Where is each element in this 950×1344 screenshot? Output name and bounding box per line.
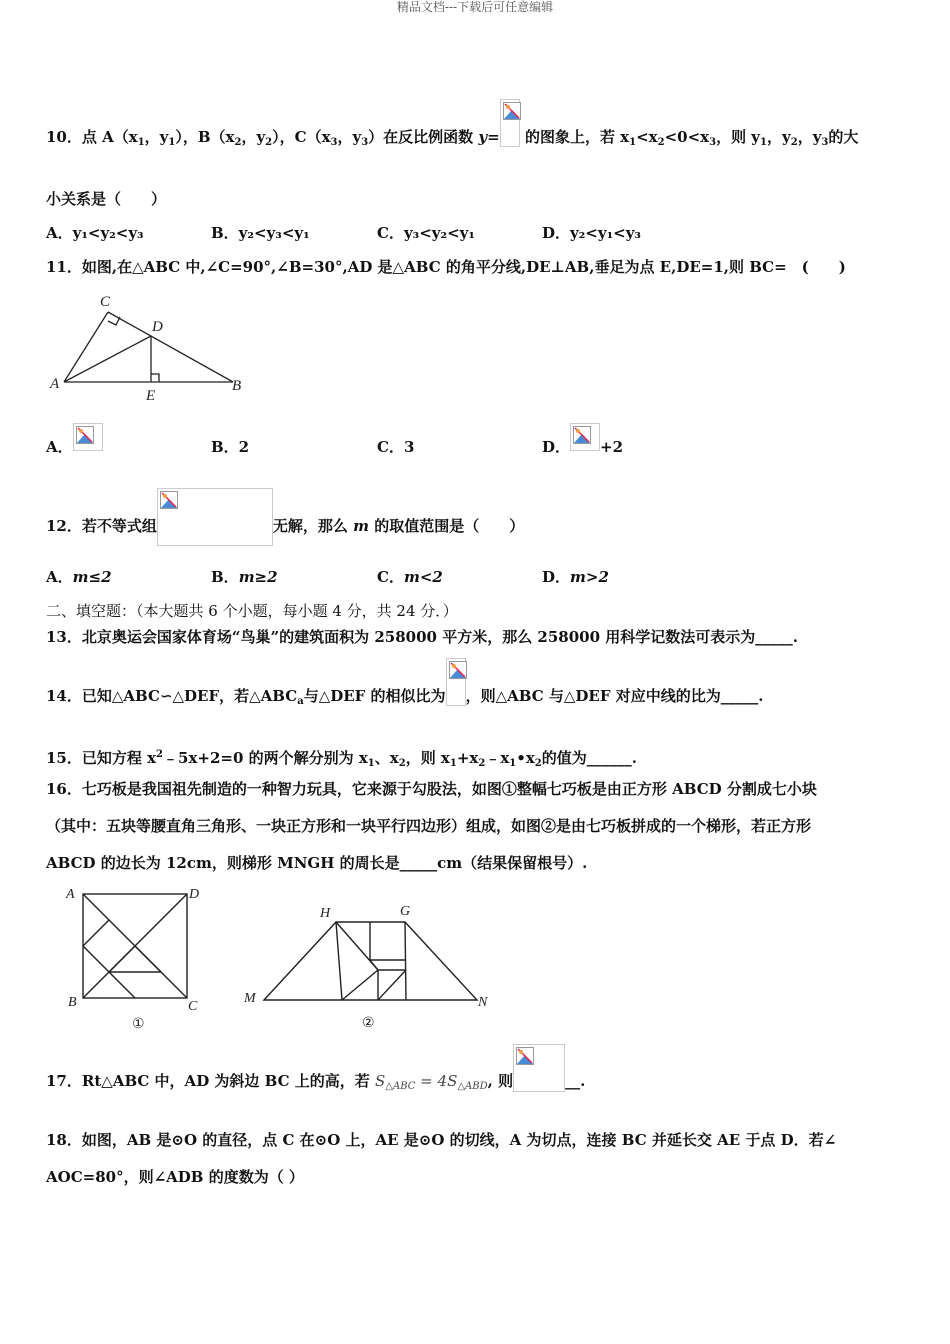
fig1-caption: ① xyxy=(132,1016,145,1032)
question-15: 15．已知方程 $x^2﹣5x+2=0$ 的两个解分别为 $x_1$、$x_2$，则 $x_1+x_2﹣x_1•x_2$的值为______. xyxy=(46,749,637,769)
q12-option-a: A．m≤2 xyxy=(46,568,112,586)
q11-option-b: B．2 xyxy=(211,438,250,456)
question-10-line2: 小关系是（ ） xyxy=(46,190,167,208)
q12-option-d: D．m>2 xyxy=(542,568,609,586)
question-17: 17．Rt△ABC 中，AD 为斜边 BC 上的高，若 $S_{\triangle ABC} = 4S_{\triangle ABD}$, 则 __. xyxy=(46,1071,585,1097)
q11-triangle-figure xyxy=(46,290,256,405)
broken-image-icon xyxy=(446,658,466,706)
q10-option-d: D．y₂<y₁<y₃ xyxy=(542,224,642,242)
q10-option-b: B．y₂<y₃<y₁ xyxy=(211,224,310,242)
tangram-square-figure xyxy=(60,884,220,1034)
broken-image-icon xyxy=(513,1044,565,1092)
fig1-label-c: C xyxy=(188,999,198,1014)
label-b: B xyxy=(232,378,242,394)
label-a: A xyxy=(50,376,60,392)
broken-image-icon xyxy=(157,488,273,546)
q10-option-a: A．y₁<y₂<y₃ xyxy=(46,224,144,242)
section-2-heading: 二、填空题：（本大题共 6 个小题，每小题 4 分，共 24 分．） xyxy=(46,602,458,620)
question-16-line2: （其中：五块等腰直角三角形、一块正方形和一块平行四边形）组成，如图②是由七巧板拼成的一个梯形，若正方形 xyxy=(46,817,812,835)
fig1-label-a: A xyxy=(66,887,75,902)
question-16-line3: ABCD 的边长为 12cm，则梯形 MNGH 的周长是_____cm（结果保留根号）. xyxy=(46,854,588,872)
q12-option-c: C．m<2 xyxy=(377,568,443,586)
broken-image-icon xyxy=(73,423,103,451)
label-d: D xyxy=(152,319,163,335)
fig2-label-m: M xyxy=(244,991,256,1006)
q12-option-b: B．m≥2 xyxy=(211,568,278,586)
fig1-label-d: D xyxy=(189,887,200,902)
page-header: 精品文档---下载后可任意编辑 xyxy=(396,0,554,14)
area-formula: $S_{\triangle ABC} = 4S_{\triangle ABD}$ xyxy=(375,1072,488,1092)
fig2-label-g: G xyxy=(400,904,411,919)
q11-option-c: C．3 xyxy=(377,438,415,456)
q11-option-d: D． +2 xyxy=(542,437,623,457)
fig2-caption: ② xyxy=(362,1015,375,1031)
question-12: 12．若不等式组 无解，那么 m 的取值范围是（ ） xyxy=(46,508,524,546)
fig1-label-b: B xyxy=(68,995,77,1010)
question-13: 13．北京奥运会国家体育场“鸟巢”的建筑面积为 258000 平方米，那么 258000 用科学记数法可表示为_____. xyxy=(46,628,798,646)
broken-image-icon xyxy=(570,423,600,451)
fig2-label-h: H xyxy=(320,906,331,921)
label-e: E xyxy=(146,388,156,404)
label-c: C xyxy=(100,294,111,310)
question-11: 11．如图,在△ABC 中,∠C=90°,∠B=30°,AD 是△ABC 的角平分线,DE⊥AB,垂足为点 E,DE=1,则 BC= ( ) xyxy=(46,258,846,276)
question-18-line1: 18．如图，AB 是⊙O 的直径，点 C 在⊙O 上，AE 是⊙O 的切线，A 为切点，连接 BC 并延长交 AE 于点 D．若∠ xyxy=(46,1131,837,1149)
question-10: 10．点 $A(x_1$，$y_1$），$B(x_2$，$y_2$），$C(x_3$，$y_3$）在反比例函数 y= 的图象上，若 $x_1<x_2<0<x_3$，则 $y_1$，$y_2$，$y_3$的大 xyxy=(46,127,858,153)
tangram-trapezoid-figure xyxy=(238,900,498,1034)
question-16-line1: 16．七巧板是我国祖先制造的一种智力玩具，它来源于勾股法，如图①整幅七巧板是由正方形 ABCD 分割成七小块 xyxy=(46,780,817,798)
broken-image-icon xyxy=(500,99,520,147)
q10-option-c: C．y₃<y₂<y₁ xyxy=(377,224,475,242)
fig2-label-n: N xyxy=(478,995,488,1010)
q11-option-a: A． xyxy=(46,437,103,457)
question-14: 14．已知△ABC∽△DEF，若$\triangle ABC_a$与△DEF 的相似比为 ，则△ABC 与△DEF 对应中线的比为_____. xyxy=(46,686,763,712)
question-18-line2: AOC=80°，则∠ADB 的度数为（ ） xyxy=(46,1168,304,1186)
